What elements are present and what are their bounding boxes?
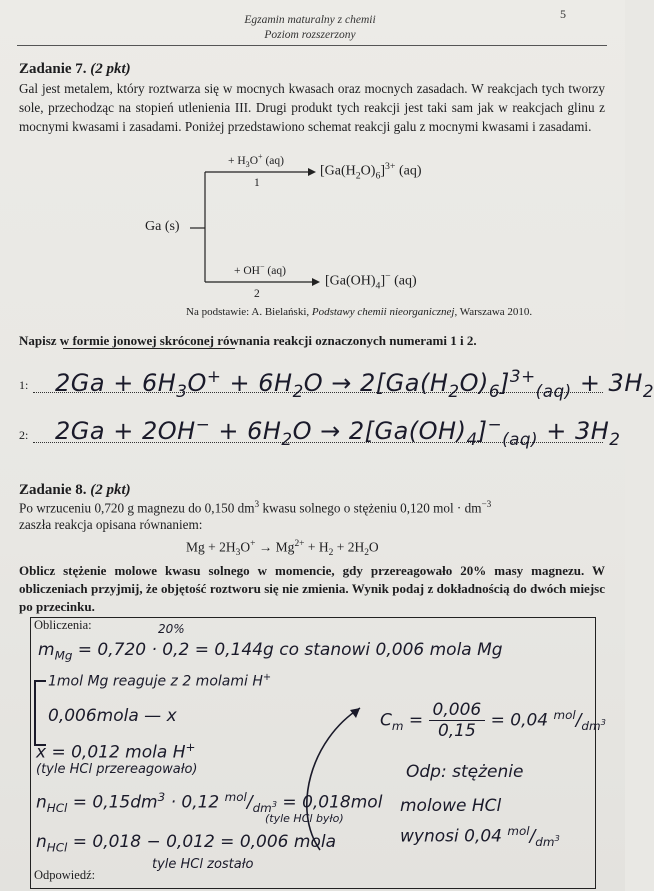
hw-arrow: [300, 700, 380, 860]
calc-label: Obliczenia:: [34, 618, 92, 632]
source-title: Podstawy chemii nieorganicznej: [311, 306, 455, 318]
answer-label: Odpowiedź:: [34, 868, 96, 882]
task7-instruction: Napisz w formie jonowej skróconej równania reakcji oznaczonych numerami 1 i 2.: [19, 333, 477, 348]
hw-odp2: molowe HCl: [400, 796, 502, 816]
hw-line1: $m_{Mg} = 0,720 \cdot 0,2 = 0,144g$ co stanowi 0,006 mola Mg: [38, 640, 503, 663]
scheme-start: Ga (s): [145, 219, 180, 234]
hw-line7: $n_{HCl} = 0,018 - 0,012 = 0,006$ mola: [36, 832, 337, 855]
task8-heading: [19, 482, 131, 499]
hw-bracket: [34, 680, 46, 746]
task7-points: (2 pkt): [90, 61, 131, 77]
scheme-source: [186, 306, 532, 318]
answer1-handwriting: $2Ga + 6H_3O^+ + 6H_2O \to 2[Ga(H_2O)_6]^{3+}_{(aq)} + 3H_2$: [55, 366, 654, 401]
hw-note-20: 20%: [158, 622, 185, 636]
header-level: Poziom rozszerzony: [264, 29, 356, 41]
task8-equation: $Mg + 2H_3O^+ \to Mg^{2+} + H_2 + 2H_2O$: [186, 539, 379, 559]
scheme-top-product: $[Ga(H_2O)_6]^{3+}$ (aq): [320, 161, 422, 182]
hw-line2: 1mol Mg reaguje z 2 molami H+: [48, 672, 272, 690]
scheme-bottom-reagent: + OH− (aq): [234, 262, 286, 277]
task8-instruction: Oblicz stężenie molowe kwasu solnego w momencie, gdy przereagowało 20% masy magnezu. W obliczeniach przyjmij, że objętość roztworu się nie zmienia. Wynik podaj z dokładnością do dwóch miejsc po przecinku.: [19, 563, 605, 614]
task7-title: Zadanie 7.: [19, 61, 87, 77]
answer2-handwriting: $2Ga + 2OH^- + 6H_2O \to 2[Ga(OH)_4]^-_{(aq)} + 3H_2$: [55, 414, 621, 449]
hw-line7b: tyle HCl zostało: [152, 857, 254, 872]
answer2-label: 2:: [19, 428, 29, 442]
hw-line5: (tyle HCl przereagowało): [36, 762, 198, 777]
task8-points: (2 pkt): [90, 482, 131, 498]
hw-line6: $n_{HCl} = 0,15dm^3 \cdot 0,12$ $^{mol}/_{dm^3} = 0,018mol$: [36, 790, 383, 816]
source-author: Na podstawie: A. Bielański,: [186, 306, 310, 318]
scheme-top-number: 1: [254, 177, 260, 189]
source-place: , Warszawa 2010.: [454, 306, 533, 318]
hw-line4: x = 0,012 mola H+: [36, 740, 196, 763]
scheme-bottom-product: $[Ga(OH)_4]^-$ (aq): [325, 271, 417, 292]
hw-cm: $C_m$ = $\frac{0,006}{0,15}$ = 0,04 $^{mol}/_{dm^3}$: [380, 700, 606, 741]
scheme-bottom-number: 2: [254, 288, 260, 300]
task8-text-line2: zaszła reakcja opisana równaniem:: [19, 517, 203, 532]
instruction-underline: [63, 348, 235, 349]
hw-odp3: wynosi 0,04 $^{mol}/_{dm^3}$: [400, 824, 560, 850]
hw-odp1: Odp: stężenie: [406, 762, 524, 782]
answer1-label: 1:: [19, 378, 29, 392]
task7-text: Gal jest metalem, który roztwarza się w mocnych kwasach oraz mocnych zasadach. W reakcjach tych tworzy sole, przechodząc na stopień utlenienia III. Drugi produkt tych reakcji jest taki sam jak w reakcjach glinu z mocnymi kwasami i zasadami. Poniżej przedstawiono schemat reakcji galu z mocnymi kwasami i zasadami.: [19, 81, 605, 134]
hw-line6b: (tyle HCl było): [265, 812, 344, 825]
hw-line3: 0,006mola — x: [48, 706, 177, 726]
task8-title: Zadanie 8.: [19, 482, 87, 498]
header-exam-title: Egzamin maturalny z chemii: [244, 14, 376, 26]
scheme-top-reagent: + $H_3O^+$ (aq): [228, 152, 284, 170]
page-number: 5: [560, 7, 566, 21]
task8-text-line1: Po wrzuceniu 0,720 g magnezu do 0,150 $dm^3$ kwasu solnego o stężeniu 0,120 mol · $dm^{-3}$: [19, 499, 492, 516]
reaction-scheme: [0, 0, 625, 320]
